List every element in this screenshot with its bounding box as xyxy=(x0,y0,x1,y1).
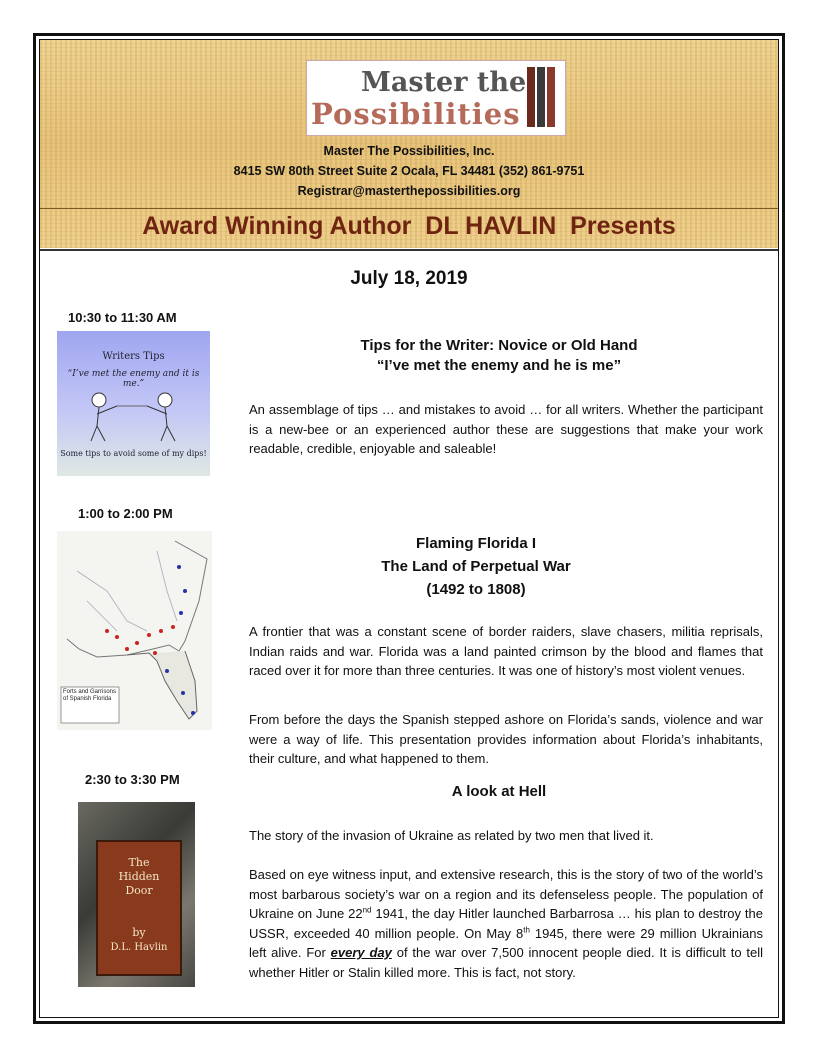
session2-paragraph1: A frontier that was a constant scene of border raiders, slave chasers, militia reprisals, Indian raids and war. Florida was a land painted crimson by the blood and flames that raced over it for more than three centuries. It was one of history’s most violent venues. xyxy=(249,624,763,678)
session2-paragraph2: From before the days the Spanish stepped ashore on Florida’s sands, violence and war were a way of life. This presentation provides information about Florida’s inhabitants, their culture, and what happened to them. xyxy=(249,712,763,766)
session3-time: 2:30 to 3:30 PM xyxy=(85,772,180,787)
org-name: Master The Possibilities, Inc. xyxy=(323,144,495,158)
session1-description: An assemblage of tips … and mistakes to avoid … for all writers. Whether the participant is a new-bee or an experienced author these are suggestions that make your work readable, credible, enjoyable and saleable! xyxy=(249,402,763,456)
session1-title-line2: “I’ve met the enemy and he is me” xyxy=(376,357,622,374)
org-email[interactable]: Registrar@masterthepossibilities.org xyxy=(297,184,521,198)
para-text-c: 1945, there were 29 million Ukrainians left alive. For xyxy=(249,925,763,960)
image-quote: “I’ve met the enemy and it is me.” xyxy=(67,369,200,389)
org-address: 8415 SW 80th Street Suite 2 Ocala, FL 34481 (352) 861-9751 xyxy=(233,164,585,178)
session2-title-line3: (1492 to 1808) xyxy=(426,581,526,598)
session3-paragraph1: The story of the invasion of Ukraine as related by two men that lived it. xyxy=(249,828,654,843)
hidden-door-book-cover xyxy=(78,802,195,987)
letterhead xyxy=(40,40,778,248)
session2-title-line1: Flaming Florida I xyxy=(415,535,536,552)
book-author: D.L. Havlin xyxy=(110,942,168,953)
para-text-a: Based on eye witness input, and extensive research, this is the story of two of the world’s most barbarous society’s war on a region and its defenseless people. The population of Ukraine on June 22 xyxy=(249,867,763,921)
fencers-icon xyxy=(57,386,210,456)
emphasis-every-day: every day xyxy=(330,945,392,960)
writers-tips-image xyxy=(57,331,210,476)
florida-forts-map xyxy=(57,531,212,730)
para-text-b: 1941, the day Hitler launched Barbarrosa … his plan to destroy the USSR, exceeded 40 million people. On May 8 xyxy=(249,906,763,941)
session1-time: 10:30 to 11:30 AM xyxy=(68,310,177,325)
book-by: by xyxy=(132,926,146,939)
para-text-d: of the war over 7,500 innocent people died. It is difficult to tell whether Hitler or Stalin killed more. This is fact, not story. xyxy=(249,945,763,980)
event-date: July 18, 2019 xyxy=(350,268,468,289)
session1-title-line1: Tips for the Writer: Novice or Old Hand xyxy=(360,337,638,354)
logo-line1: Master the xyxy=(361,67,527,98)
page-frame xyxy=(33,33,785,1024)
page-frame-inner xyxy=(39,39,779,1018)
book-title-line3: Door xyxy=(125,884,153,897)
superscript-nd: nd xyxy=(362,905,372,915)
session2-title-line2: The Land of Perpetual War xyxy=(381,558,571,575)
superscript-th: th xyxy=(523,925,530,935)
banner-title: Award Winning Author DL HAVLIN Presents xyxy=(142,212,676,240)
session3-paragraph2 xyxy=(249,865,763,982)
session2-time: 1:00 to 2:00 PM xyxy=(78,506,173,521)
image-footer: Some tips to avoid some of my dips! xyxy=(60,449,207,458)
map-legend: Forts and Garrisons of Spanish Florida xyxy=(63,689,117,702)
session3-title: A look at Hell xyxy=(451,783,547,800)
book-door-panel xyxy=(96,840,182,976)
org-logo xyxy=(306,60,566,136)
logo-line2: Possibilities xyxy=(311,97,521,131)
image-heading: Writers Tips xyxy=(102,351,165,362)
book-title-line1: The xyxy=(128,856,150,869)
book-title-line2: Hidden xyxy=(118,870,160,883)
